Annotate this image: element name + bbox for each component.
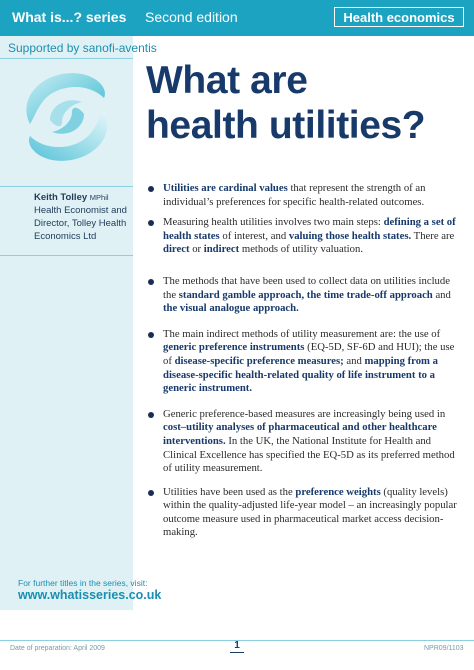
- key-point-text: (quality levels) within the quality-adjusted life-year model – an increasingly popular outcome measure used in pharmaceutical market access decision-making.: [163, 485, 457, 539]
- author-credit: [34, 191, 130, 243]
- key-point-emphasis: indirect: [203, 243, 240, 256]
- sponsor-line: Supported by sanofi-aventis: [8, 41, 157, 55]
- key-point-text: and: [343, 354, 365, 367]
- topic-badge: Health economics: [334, 7, 464, 27]
- author-qualifications: MPhil: [89, 193, 109, 202]
- key-point-text: In the UK, the National Institute for Health and Clinical Excellence has specified the EQ-5D as its preferred method of utility measurement.: [163, 434, 455, 475]
- bullet-icon: [148, 279, 154, 285]
- author-role-line: Health Economist and: [34, 205, 127, 216]
- key-point-text: There are: [411, 229, 455, 242]
- key-point-emphasis: standard gamble approach, the time trade-off approach: [178, 288, 433, 301]
- swirl-logo-icon: [10, 62, 124, 172]
- key-point-text: of interest, and: [219, 229, 289, 242]
- key-point-item: [148, 275, 464, 316]
- key-point-item: [148, 182, 464, 209]
- key-point-emphasis: disease-specific preference measures;: [174, 354, 344, 367]
- key-point-text: Measuring health utilities involves two main steps:: [163, 216, 384, 229]
- bullet-icon: [148, 186, 154, 192]
- key-point-item: [148, 216, 464, 257]
- key-point-emphasis: the visual analogue approach.: [163, 302, 299, 315]
- key-point-emphasis: Utilities are cardinal values: [163, 182, 288, 194]
- further-titles-note: For further titles in the series, visit:: [18, 578, 148, 588]
- key-points-list: [148, 182, 464, 540]
- key-point-emphasis: cost–utility analyses of pharmaceutical and other healthcare interventions.: [163, 421, 437, 447]
- key-point-text: and: [432, 288, 451, 301]
- bullet-icon: [148, 220, 154, 226]
- key-point-item: [148, 486, 464, 540]
- key-point-text: that represent the strength of an individual’s preferences for specific health-related outcomes.: [163, 182, 426, 208]
- title-line: health utilities?: [146, 104, 426, 147]
- key-point-emphasis: mapping from a disease-specific health-related quality of life instrument to a generic instrument.: [163, 354, 438, 395]
- title-line: What are: [146, 59, 308, 102]
- bullet-icon: [148, 490, 154, 496]
- document-code: NPR09/1103: [424, 645, 464, 652]
- header-bar: [0, 0, 474, 36]
- author-name: Keith Tolley: [34, 192, 88, 203]
- key-point-emphasis: generic preference instruments: [163, 341, 305, 354]
- author-role-line: Director, Tolley Health: [34, 218, 127, 229]
- key-point-emphasis: preference weights: [295, 485, 381, 498]
- preparation-date: Date of preparation: April 2009: [10, 645, 105, 652]
- page-number: 1: [234, 640, 240, 651]
- series-label: What is...? series: [12, 9, 127, 25]
- key-point-text: Generic preference-based measures are increasingly being used in: [163, 407, 446, 420]
- key-point-emphasis: direct: [163, 243, 190, 256]
- key-point-text: methods of utility valuation.: [239, 243, 363, 256]
- edition-label: Second edition: [145, 9, 238, 25]
- page-number-underline: [230, 652, 244, 653]
- bullet-icon: [148, 412, 154, 418]
- bullet-icon: [148, 332, 154, 338]
- key-point-item: [148, 328, 464, 396]
- author-role-line: Economics Ltd: [34, 231, 97, 242]
- sidebar-divider: [0, 58, 133, 59]
- key-point-text: (EQ-5D, SF-6D and HUI); the use of: [163, 341, 455, 367]
- page-title: [146, 58, 466, 148]
- website-link[interactable]: www.whatisseries.co.uk: [18, 588, 162, 602]
- key-point-text: Utilities have been used as the: [163, 485, 296, 498]
- key-point-text: The main indirect methods of utility measurement are: the use of: [163, 327, 441, 340]
- key-point-text: or: [189, 243, 204, 256]
- key-point-text: The methods that have been used to collect data on utilities include the: [163, 274, 450, 301]
- key-point-emphasis: defining a set of health states: [163, 216, 456, 242]
- key-point-emphasis: valuing those health states.: [288, 229, 412, 242]
- key-point-item: [148, 408, 464, 476]
